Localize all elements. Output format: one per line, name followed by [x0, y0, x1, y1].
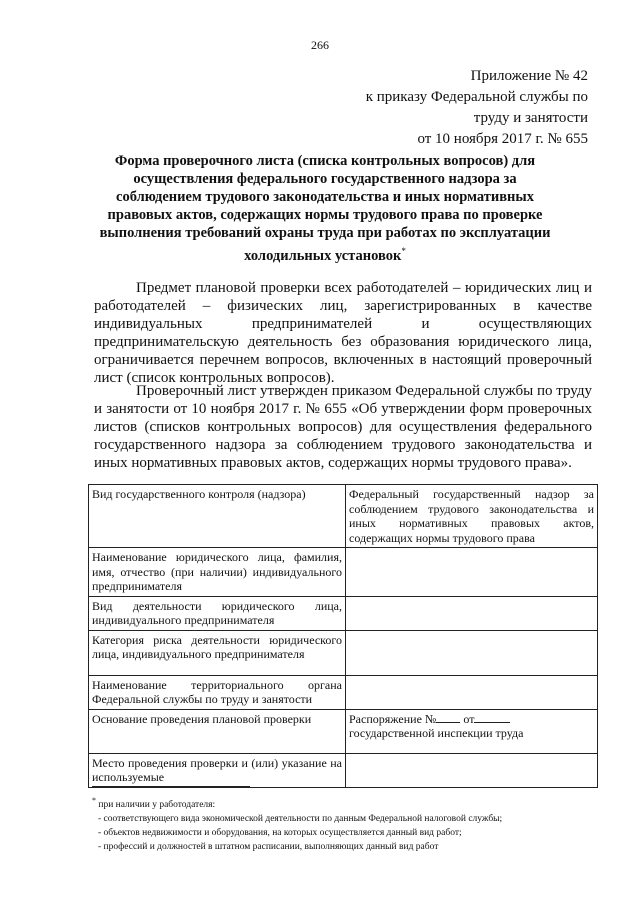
title-footnote-mark: *: [401, 246, 406, 256]
activity-type-label: Вид деятельности юридического лица, индивидуального предпринимателя: [89, 596, 346, 630]
table-row: [89, 630, 598, 675]
paragraph-inspection-subject: Предмет плановой проверки всех работодателей – юридических лиц и работодателей – физических лиц, зарегистрированных в качестве индивидуальных предпринимателей и осуществляющих предпринимательскую деятельность без образования юридического лица, ограничивается перечнем вопросов, включенных в настоящий проверочный лист (список контрольных вопросов).: [94, 280, 592, 386]
territorial-body-field[interactable]: [346, 675, 598, 709]
footnote-item: - профессий и должностей в штатном расписании, выполняющих данный вид работ: [98, 842, 439, 853]
table-row: [89, 485, 598, 548]
table-row: [89, 596, 598, 630]
table-row: [89, 548, 598, 597]
control-type-value: Федеральный государственный надзор за соблюдением трудового законодательства и иных нормативных правовых актов, содержащих нормы трудового права: [346, 485, 598, 548]
inspection-form-table: [88, 484, 598, 788]
footnote-heading: [92, 794, 612, 812]
appendix-line: Приложение № 42: [470, 68, 588, 84]
table-row: [89, 675, 598, 709]
appendix-line: к приказу Федеральной службы по: [365, 89, 588, 105]
footnote-item: - объектов недвижимости и оборудования, на которых осуществляется данный вид работ;: [98, 828, 462, 839]
territorial-body-label: Наименование территориального органа Федеральной службы по труду и занятости: [89, 675, 346, 709]
control-type-label: Вид государственного контроля (надзора): [89, 485, 346, 548]
order-text: Распоряжение №: [349, 711, 437, 726]
document-title: [90, 152, 560, 265]
entity-name-label: Наименование юридического лица, фамилия, имя, отчество (при наличии) индивидуального предпринимателя: [89, 548, 346, 597]
inspection-basis-label: Основание проведения плановой проверки: [89, 709, 346, 753]
footnote-divider: [92, 786, 250, 787]
table-row: [89, 753, 598, 787]
risk-category-field[interactable]: [346, 630, 598, 675]
appendix-line: от 10 ноября 2017 г. № 655: [417, 131, 588, 147]
table-row: [89, 709, 598, 753]
activity-type-field[interactable]: [346, 596, 598, 630]
page-number: 266: [311, 38, 329, 52]
paragraph-approval: Проверочный лист утвержден приказом Федеральной службы по труду и занятости от 10 ноября 2017 г. № 655 «Об утверждении форм проверочных листов (списков контрольных вопросов) для осуществления федерального государственного надзора за соблюдением трудового законодательства и иных нормативных правовых актов, содержащих нормы трудового права».: [94, 383, 592, 471]
order-number-blank[interactable]: [436, 722, 460, 723]
footnote-mark: *: [92, 796, 96, 805]
inspection-authority-text: государственной инспекции труда: [349, 726, 524, 740]
risk-category-label: Категория риска деятельности юридического лица, индивидуального предпринимателя: [89, 630, 346, 675]
footnote-head-text: при наличии у работодателя:: [98, 800, 216, 811]
inspection-place-label: Место проведения проверки и (или) указание на используемые: [89, 753, 346, 787]
inspection-place-field[interactable]: [346, 753, 598, 787]
title-text: Форма проверочного листа (списка контрольных вопросов) для осуществления федерального государственного надзора за соблюдением трудового законодательства и иных нормативных правовых актов, содержащих нормы трудового права по проверке выполнения требований охраны труда при работах по эксплуатации холодильных установок: [99, 153, 551, 264]
footnote-item: - соответствующего вида экономической деятельности по данным Федеральной налоговой службы;: [98, 814, 503, 825]
inspection-basis-value: [346, 709, 598, 753]
appendix-header: [366, 66, 588, 150]
entity-name-field[interactable]: [346, 548, 598, 597]
order-date-blank[interactable]: [474, 722, 510, 723]
order-date-prefix: от: [463, 711, 475, 726]
footnotes: [92, 794, 612, 854]
appendix-line: труду и занятости: [473, 110, 588, 126]
